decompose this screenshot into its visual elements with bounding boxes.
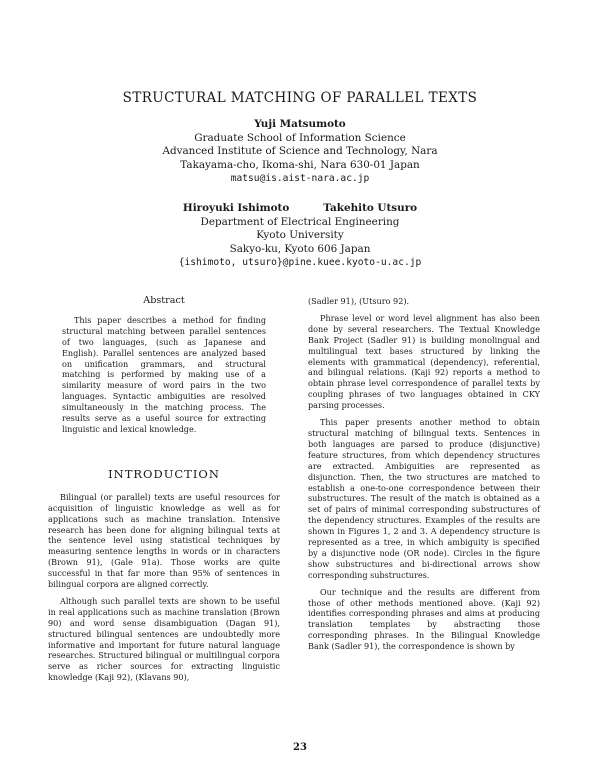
author-address-2: Sakyo-ku, Kyoto 606 Japan: [229, 242, 371, 255]
page-number: 23: [293, 742, 307, 753]
author-email: matsu@is.aist-nara.ac.jp: [230, 173, 370, 184]
author-name-ishimoto: Hiroyuki Ishimoto: [182, 202, 290, 214]
author-university: Kyoto University: [256, 229, 344, 241]
author-block-1: [0, 118, 600, 186]
abstract-text: This paper describes a method for finding structural matching between parallel sentences of two languages, (such as Japanese and English). Parallel sentences are analyzed based on unification grammars, and structural matching is performed by making use of a similarity measure of word pairs in the two languages. Syntactic ambiguities are resolved simultaneously in the matching process. The results serve as a useful source for extracting linguistic and lexical knowledge.: [62, 314, 266, 434]
author-institute: Advanced Institute of Science and Technology, Nara: [162, 145, 438, 157]
citation-continuation: (Sadler 91), (Utsuro 92).: [308, 296, 410, 306]
author-block-2: [0, 202, 600, 270]
paper-title: STRUCTURAL MATCHING OF PARALLEL TEXTS: [122, 90, 478, 106]
right-paragraph-3: Our technique and the results are different from those of other methods mentioned above. (Kaji 92) identifies corresponding phrases and aims at producing translation templates by abstracting those corresponding phrases. In the Bilingual Knowledge Bank (Sadler 91), the correspondence is shown by: [308, 586, 540, 652]
right-column: [308, 296, 540, 658]
abstract-section: [48, 296, 280, 435]
left-column: [48, 296, 280, 689]
right-paragraph-1: Phrase level or word level alignment has also been done by several researchers. The Textual Knowledge Bank Project (Sadler 91) is building monolingual and multilingual text bases structured by linking the elements with grammatical (dependency), referential, and bilingual relations. (Kaji 92) reports a method to obtain phrase level correspondence of parallel texts by coupling phrases of two languages obtained in CKY parsing processes.: [308, 312, 540, 411]
author-names-row: [0, 202, 600, 216]
author-name: Yuji Matsumoto: [254, 118, 346, 130]
author-name-utsuro: Takehito Utsuro: [323, 202, 418, 214]
author-address: Takayama-cho, Ikoma-shi, Nara 630-01 Japan: [180, 158, 420, 171]
intro-heading: INTRODUCTION: [108, 466, 220, 481]
intro-paragraph-1: Bilingual (or parallel) texts are useful resources for acquisition of linguistic knowledge as well as for applications such as machine translation. Intensive research has been done for aligning bilingual texts at the sentence level using statistical techniques by measuring sentence lengths in words or in characters (Brown 91), (Gale 91a). Those works are quite successful in that far more than 95% of sentences in bilingual corpora are aligned correctly.: [48, 491, 280, 590]
abstract-heading: Abstract: [143, 295, 185, 306]
intro-paragraph-2: Although such parallel texts are shown to be useful in real applications such as machine translation (Brown 90) and word sense disambiguation (Dagan 91), structured bilingual sentences are undoubtedly more informative and important for future natural language researches. Structured bilingual or multilingual corpora serve as richer sources for extracting linguistic knowledge (Kaji 92), (Klavans 90),: [48, 595, 280, 683]
author-affiliation: Graduate School of Information Science: [194, 131, 406, 144]
author-email-2: {ishimoto, utsuro}@pine.kuee.kyoto-u.ac.jp: [178, 257, 422, 268]
right-paragraph-2: This paper presents another method to obtain structural matching of bilingual texts. Sentences in both languages are parsed to produce (disjunctive) feature structures, from which dependency structures are extracted. Ambiguities are represented as disjunction. Then, the two structures are matched to establish a one-to-one correspondence between their substructures. The result of the match is obtained as a set of pairs of minimal corresponding substructures of the dependency structures. Examples of the results are shown in Figures 1, 2 and 3. A dependency structure is represented as a tree, in which ambiguity is specified by a disjunctive node (OR node). Circles in the figure show substructures and bi-directional arrows show corresponding substructures.: [308, 417, 540, 580]
author-department: Department of Electrical Engineering: [200, 215, 400, 228]
